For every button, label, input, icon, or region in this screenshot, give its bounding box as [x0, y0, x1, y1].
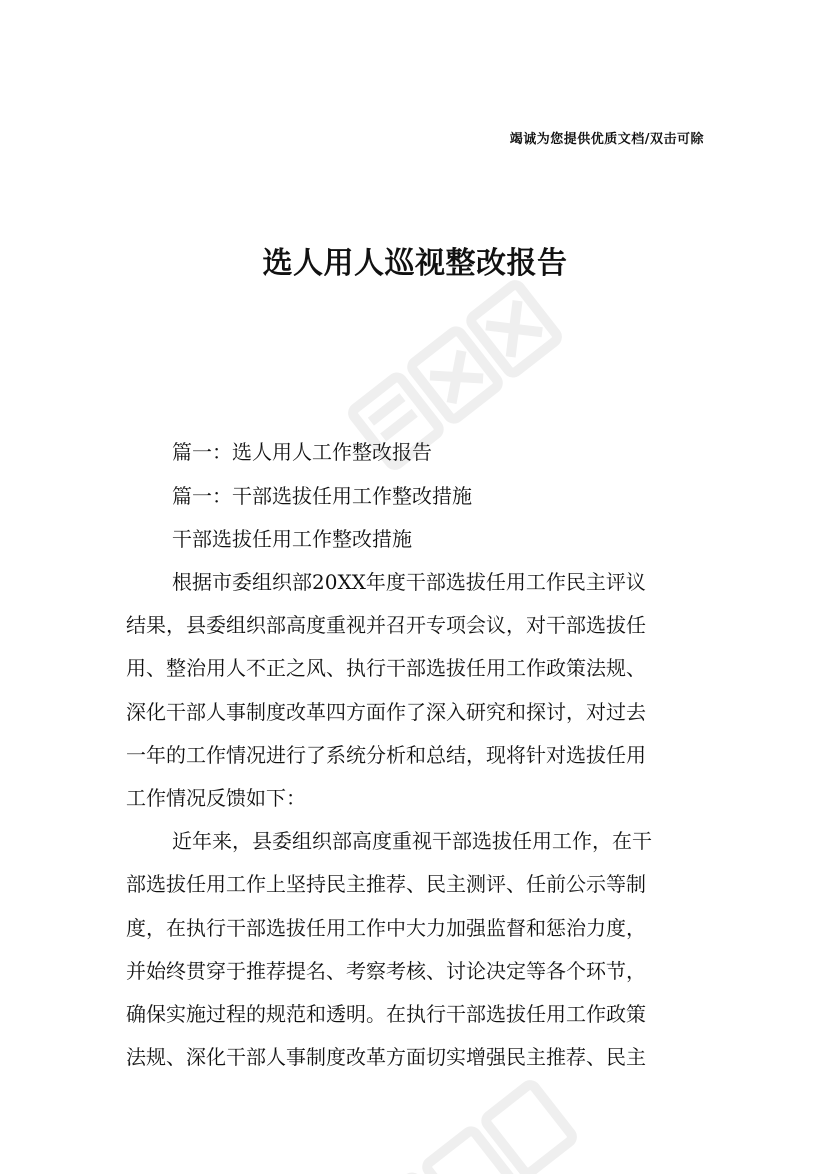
watermark-logo [318, 245, 592, 505]
paragraph-line: 确保实施过程的规范和透明。在执行干部选拔任用工作政策 [126, 1002, 646, 1026]
paragraph-line: 用、整治用人不正之风、执行干部选拔任用工作政策法规、 [126, 656, 646, 680]
page-title: 选人用人巡视整改报告 [262, 246, 568, 281]
paragraph-line: 一年的工作情况进行了系统分析和总结，现将针对选拔任用 [126, 743, 646, 767]
paragraph-line: 篇一：干部选拔任用工作整改措施 [172, 484, 472, 508]
paragraph-line: 近年来，县委组织部高度重视干部选拔任用工作，在干 [172, 829, 652, 853]
paragraph-line: 结果，县委组织部高度重视并召开专项会议，对干部选拔任 [126, 613, 646, 637]
paragraph-line: 法规、深化干部人事制度改革方面切实增强民主推荐、民主 [126, 1045, 646, 1069]
paragraph-line: 深化干部人事制度改革四方面作了深入研究和探讨，对过去 [126, 700, 646, 724]
paragraph-line: 部选拔任用工作上坚持民主推荐、民主测评、任前公示等制 [126, 872, 646, 896]
paragraph-line: 度，在执行干部选拔任用工作中大力加强监督和惩治力度， [126, 916, 646, 940]
paragraph-line: 干部选拔任用工作整改措施 [172, 527, 412, 551]
paragraph-line: 工作情况反馈如下： [126, 786, 306, 810]
paragraph-line: 并始终贯穿于推荐提名、考察考核、讨论决定等各个环节， [126, 959, 646, 983]
header-note: 竭诚为您提供优质文档/双击可除 [509, 132, 704, 147]
paragraph-line: 篇一：选人用人工作整改报告 [172, 440, 432, 464]
paragraph-line: 根据市委组织部20XX年度干部选拔任用工作民主评议 [172, 570, 646, 594]
